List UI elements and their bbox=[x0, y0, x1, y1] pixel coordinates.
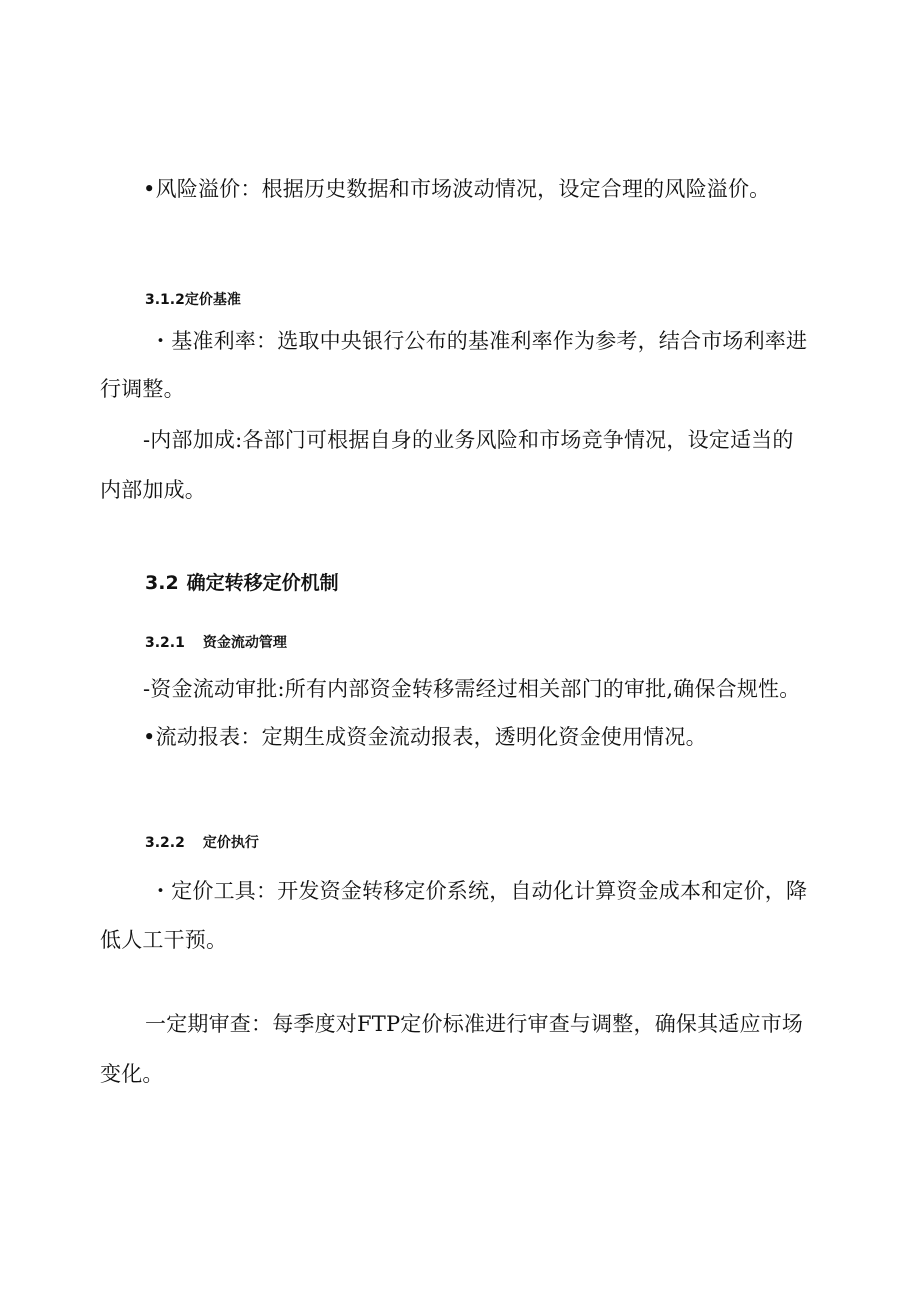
heading-3-2-title: 确定转移定价机制 bbox=[186, 572, 339, 594]
pricing-tool-item-line1: ・定价工具：开发资金转移定价系统，自动化计算资金成本和定价，降 bbox=[150, 879, 808, 903]
heading-3-2-2 bbox=[145, 833, 259, 853]
periodic-review-item-line1: 一定期审查：每季度对FTP定价标准进行审查与调整，确保其适应市场 bbox=[145, 1012, 804, 1036]
heading-3-1-2: 3.1.2定价基准 bbox=[145, 292, 241, 308]
flow-report-item: •流动报表：定期生成资金流动报表，透明化资金使用情况。 bbox=[143, 725, 707, 749]
internal-markup-item-line1: -内部加成:各部门可根据自身的业务风险和市场竞争情况，设定适当的 bbox=[143, 428, 794, 452]
periodic-review-item-line2: 变化。 bbox=[100, 1062, 164, 1086]
heading-3-2-number: 3.2 bbox=[145, 572, 179, 594]
heading-3-2-1 bbox=[145, 633, 287, 653]
heading-3-2-1-number: 3.2.1 bbox=[145, 635, 185, 651]
internal-markup-item-line2: 内部加成。 bbox=[100, 478, 206, 502]
risk-premium-item: •风险溢价：根据历史数据和市场波动情况，设定合理的风险溢价。 bbox=[143, 177, 771, 201]
heading-3-2-2-title: 定价执行 bbox=[202, 835, 259, 851]
base-rate-item-line2: 行调整。 bbox=[100, 377, 185, 401]
fund-flow-approval-item: -资金流动审批:所有内部资金转移需经过相关部门的审批,确保合规性。 bbox=[143, 677, 801, 701]
pricing-tool-item-line2: 低人工干预。 bbox=[100, 928, 228, 952]
base-rate-item-line1: ・基准利率：选取中央银行公布的基准利率作为参考，结合市场利率进 bbox=[150, 329, 808, 353]
heading-3-2-1-title: 资金流动管理 bbox=[202, 635, 287, 651]
heading-3-2-2-number: 3.2.2 bbox=[145, 835, 185, 851]
heading-3-2 bbox=[145, 570, 339, 596]
